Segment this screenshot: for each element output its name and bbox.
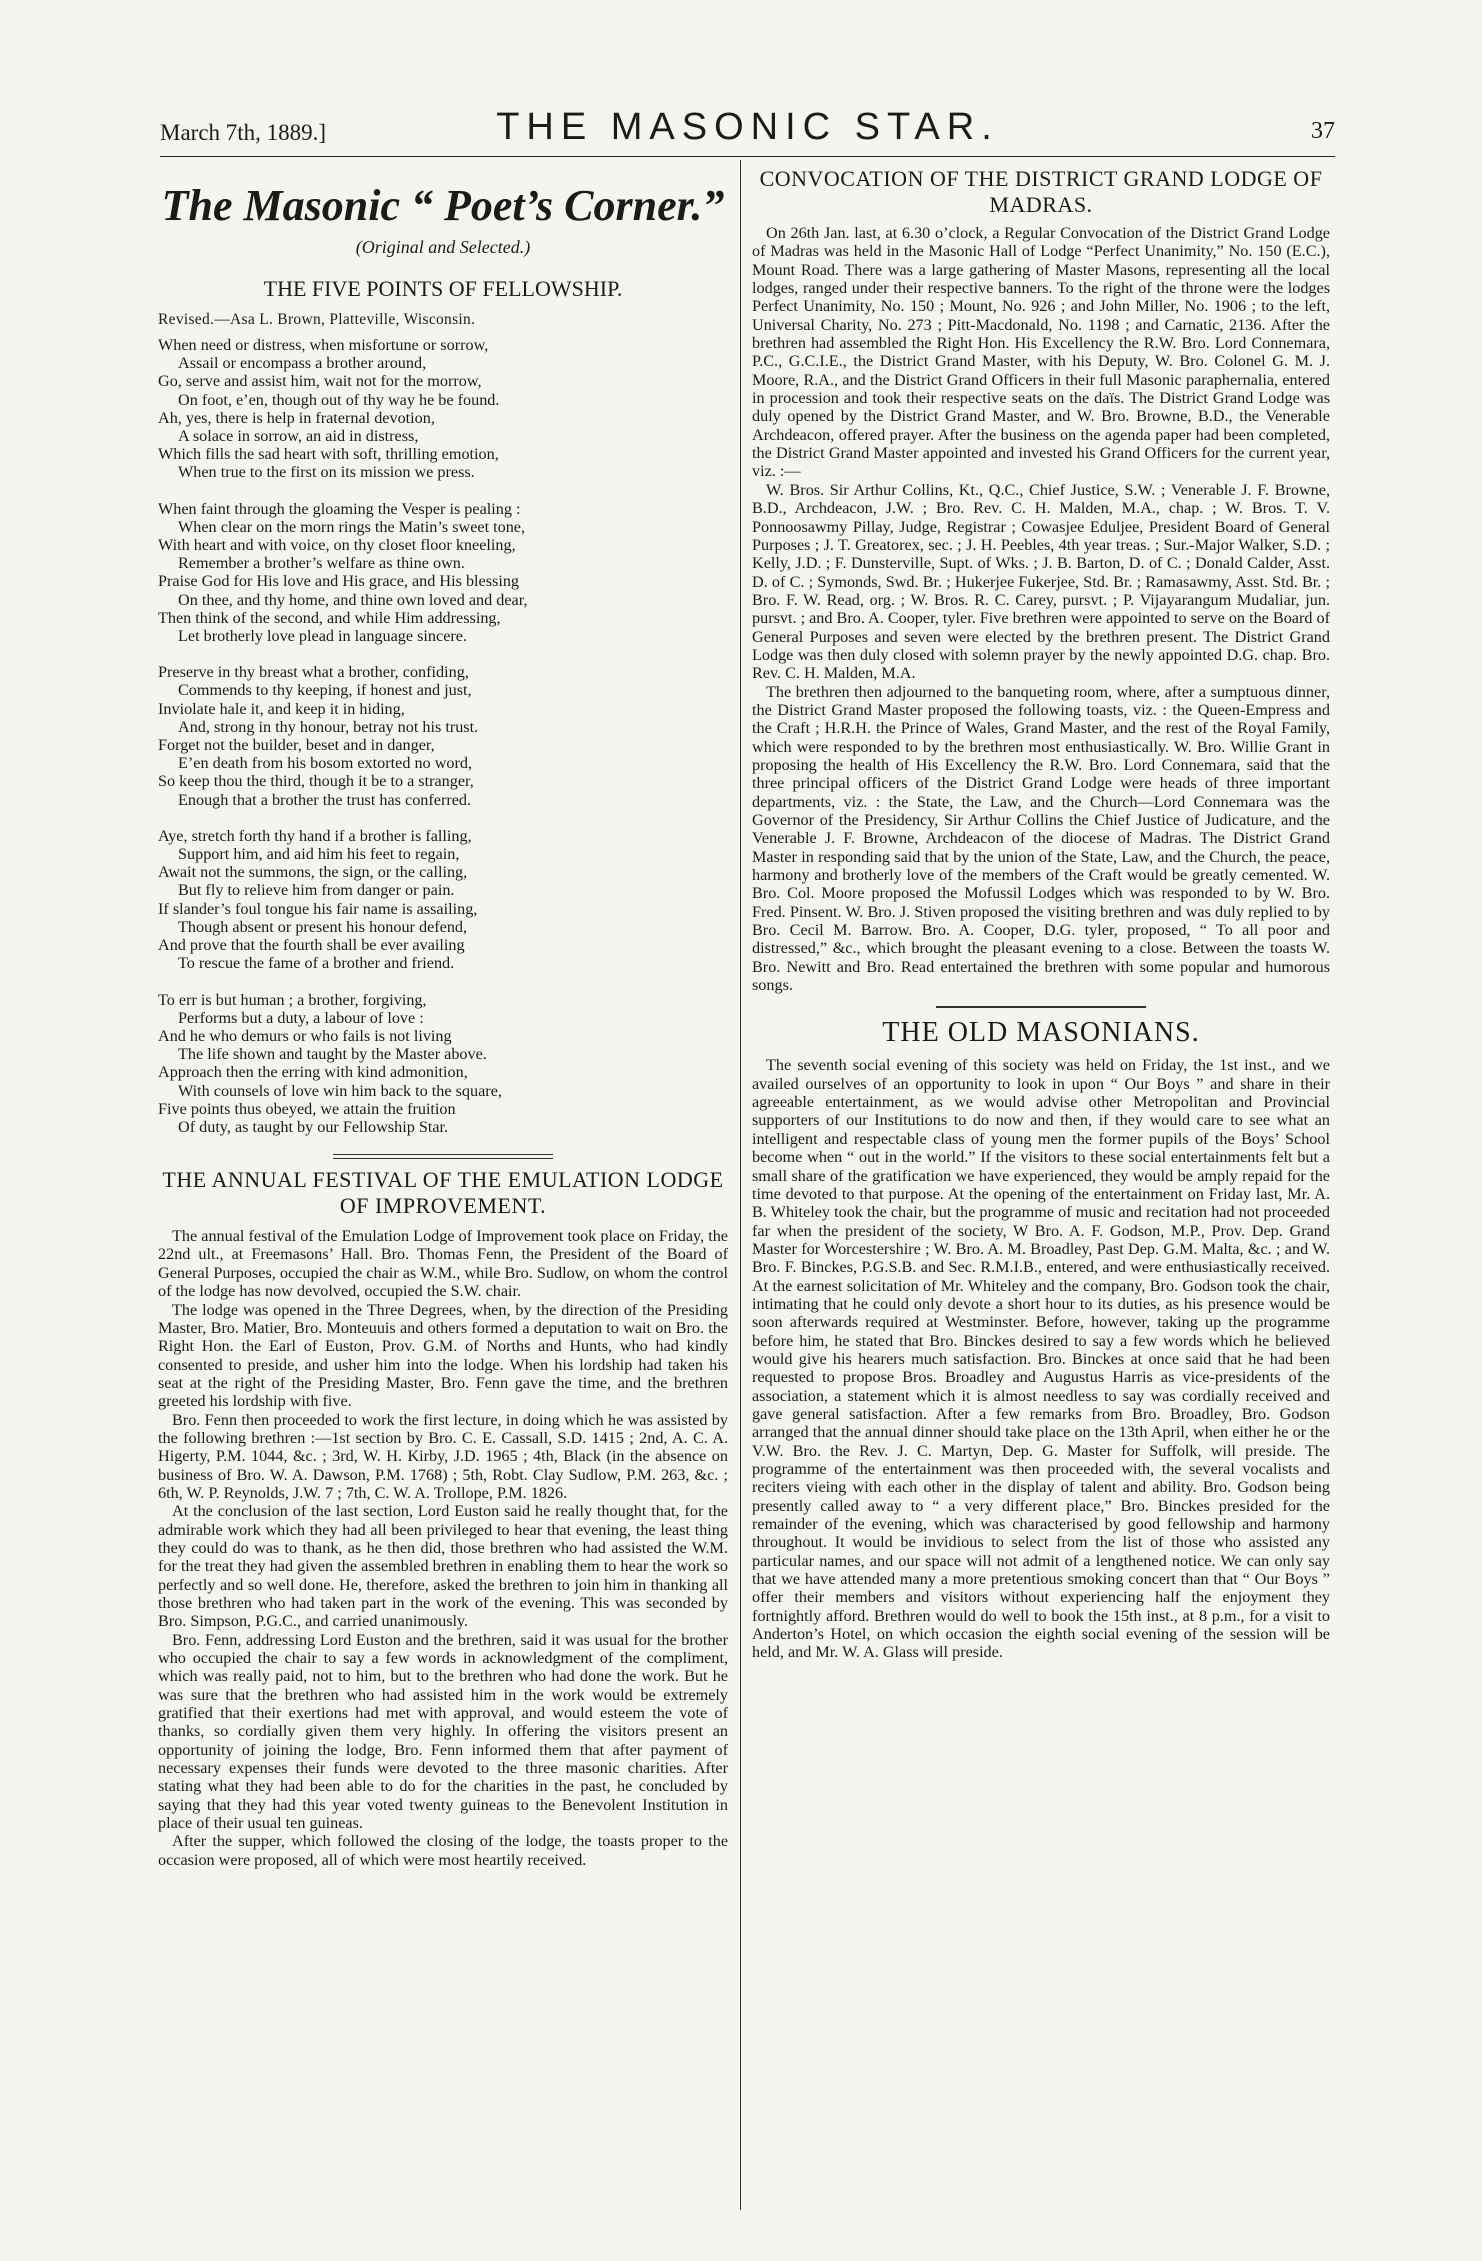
festival-heading: THE ANNUAL FESTIVAL OF THE EMULATION LODGE OF IMPROVEMENT. [162,1167,724,1219]
section-rule [333,1154,553,1159]
poem-line: To rescue the fame of a brother and friend. [178,954,455,973]
poem-line: With heart and with voice, on thy closet floor kneeling, [158,536,516,555]
poets-corner-title: The Masonic “ Poet’s Corner.” [161,181,725,230]
column-divider [740,160,741,2210]
poem-line: Five points thus obeyed, we attain the fruition [158,1099,456,1118]
paragraph: On 26th Jan. last, at 6.30 o’clock, a Regular Convocation of the District Grand Lodge of Madras was held in the Masonic Hall of Lodge “Perfect Unanimity,” No. 150 (E.C.), Mount Road. There was a large gathering of Master Masons, representing all the local lodges, ranged under their respective banners. To the right of the throne were the lodges Perfect Unanimity, No. 150 ; Mount, No. 926 ; and John Miller, No. 1906 ; to the left, Universal Charity, No. 273 ; Pitt-Macdonald, No. 1198 ; and Carnatic, 2136. After the brethren had assembled the Right Hon. His Excellency the R.W. Bro. Lord Connemara, P.C., G.C.I.E., the District Grand Master, with his Deputy, W. Bro. Colonel G. M. J. Moore, R.A., and the District Grand Officers in their full Masonic paraphernalia, entered in procession and took their respective seats on the daïs. The District Grand Lodge was duly opened by the District Grand Master, and W. Bro. Browne, B.D., the Venerable Archdeacon, offered prayer. After the business on the agenda paper had been completed, the District Grand Master appointed and invested his Grand Officers for the current year, viz. :— [752,224,1330,481]
poem-line: Which fills the sad heart with soft, thrilling emotion, [158,445,499,464]
poem-line: Enough that a brother the trust has conferred. [178,790,472,809]
poem-line: When faint through the gloaming the Vesper is pealing : [158,499,521,518]
poets-corner-subtitle: (Original and Selected.) [355,237,531,257]
poem-title: THE FIVE POINTS OF FELLOWSHIP. [263,276,623,301]
page-number: 37 [1311,118,1335,144]
right-column [752,166,1330,1662]
poem-line: But fly to relieve him from danger or pain. [178,881,455,900]
poem-line: Performs but a duty, a labour of love : [178,1008,424,1027]
paragraph: At the conclusion of the last section, Lord Euston said he really thought that, for the admirable work which they had all been privileged to hear that evening, the least thing they could do was to thank, as he then did, those brethren who had assisted the W.M. for the treat they had given the assembled brethren in enabling them to hear the work so perfectly and so well done. He, therefore, asked the brethren to join him in thanking all those brethren who had taken part in the work of the evening. This was seconded by Bro. Simpson, P.G.C., and carried unanimously. [158,1502,728,1631]
poem-line: Approach then the erring with kind admonition, [158,1063,468,1082]
poem-line: Aye, stretch forth thy hand if a brother is falling, [158,826,472,845]
poem-line: If slander’s foul tongue his fair name is assailing, [158,899,478,918]
paragraph: Bro. Fenn, addressing Lord Euston and the brethren, said it was usual for the brother who occupied the chair to say a few words in acknowledgment of the compliment, which was really paid, not to him, but to the brethren who had done the work. But he was sure that the brethren who had assisted him in the work would be extremely gratified that their exertions had met with approval, and would esteem the vote of thanks, so cordially given them very highly. In offering the visitors present an opportunity of joining the lodge, Bro. Fenn informed them that after payment of necessary expenses their funds were devoted to the three masonic charities. After stating what they had been able to do for the charities in the past, he concluded by saying that they had this year voted twenty guineas to the Benevolent Institution in place of their usual ten guineas. [158,1630,728,1833]
poem-line: With counsels of love win him back to the square, [178,1081,502,1100]
masthead-title: THE MASONIC STAR. [496,106,999,148]
header-rule [160,156,1335,157]
poem-line: When need or distress, when misfortune or sorrow, [158,336,489,354]
poem-stanza [158,336,728,482]
poem-line: Let brotherly love plead in language sincere. [178,627,468,646]
poem-stanza [158,500,728,646]
poem-line: Of duty, as taught by our Fellowship Star. [178,1117,449,1136]
poem-line: The life shown and taught by the Master above. [178,1045,487,1064]
poem-line: Await not the summons, the sign, or the calling, [158,863,468,882]
poem-credit: Revised.—Asa L. Brown, Platteville, Wisconsin. [158,311,476,328]
old-masonians-article [752,1056,1330,1661]
paragraph: The seventh social evening of this society was held on Friday, the 1st inst., and we availed ourselves of an opportunity to look in upon “ Our Boys ” and share in their agreeable entertainment, as we would advise other Metropolitan and Provincial supporters of our Institutions to do now and then, if they would care to see what an intelligent and respectable class of young men the former pupils of the Boys’ School become when “ out in the world.” If the visitors to these social entertainments felt but a small share of the gratification we have experienced, they would be amply repaid for the time devoted to that purpose. At the opening of the entertainment on Friday last, Mr. A. B. Whiteley took the chair, but the programme of music and recitation had not proceeded far when the president of the society, W Bro. A. F. Godson, M.P., Prov. Dep. Grand Master for Worcestershire ; W. Bro. A. M. Broadley, Past Dep. G.M. Malta, &c. ; and W. Bro. F. Binckes, P.G.S.B. and Sec. R.M.I.B., entered, and were enthusiastically received. At the earnest solicitation of Mr. Whiteley and the company, Bro. Godson took the chair, intimating that he could only devote a short hour to its duties, as his presence would be soon afterwards required at Westminster. Before, however, taking up the programme before him, he stated that Bro. Binckes desired to say a few words which he believed would give his hearers much satisfaction. Bro. Binckes at once said that he had been requested to propose Bros. Broadley and Augustus Harris as vice-presidents of the association, a statement which it is almost needless to say was cordially received and gave general satisfaction. After a few remarks from Bro. Broadley, Bro. Godson arranged that the annual dinner should take place on the 13th April, when either he or the V.W. Bro. the Rev. J. C. Martyn, Dep. G. Master for Suffolk, will preside. The programme of the entertainment was then proceeded with, the several vocalists and reciters vieing with each other in the display of talent and ability. Bro. Godson being presently called away to “ a very different place,” Bro. Binckes presided for the remainder of the evening, which was characterised by good fellowship and harmony throughout. It would be invidious to select from the list of those who assisted any particular names, and our space will not admit of a lengthened notice. We can only say that we have attended many a more pretentious smoking concert than that “ Our Boys ” offer their members and visitors without experiencing half the enjoyment they fortnightly afford. Brethren would do well to book the 15th inst., at 8 p.m., for a visit to Anderton’s Hotel, on which occasion the eighth social evening of the session will be held, and Mr. W. A. Glass will preside. [752,1056,1330,1662]
convocation-article [752,224,1330,994]
poem-line: Ah, yes, there is help in fraternal devotion, [158,408,435,427]
poem-line: On thee, and thy home, and thine own loved and dear, [178,590,528,609]
poem-line: And, strong in thy honour, betray not his trust. [178,717,479,736]
poem [158,336,728,1136]
poem-line: Preserve in thy breast what a brother, confiding, [158,663,469,682]
poem-line: And prove that the fourth shall be ever availing [158,936,465,955]
paragraph: The brethren then adjourned to the banqueting room, where, after a sumptuous dinner, the District Grand Master proposed the following toasts, viz. : the Queen-Empress and the Craft ; H.R.H. the Prince of Wales, Grand Master, and the rest of the Royal Family, which were responded to by the brethren most enthusiastically. W. Bro. Willie Grant in proposing the health of His Excellency the R.W. Bro. Lord Connemara, said that the three principal officers of the District Grand Lodge were heads of three important departments, viz. : the State, the Law, and the Church—Lord Connemara was the Governor of the Presidency, Sir Arthur Collins the Chief Justice of Judicature, and the Venerable J. F. Browne, Archdeacon of the diocese of Madras. The District Grand Master in responding said that by the union of the State, Law, and the Church, the peace, harmony and brotherly love of the members of the Craft would be greatly cemented. W. Bro. Col. Moore proposed the Mofussil Lodges which was responded to by W. Bro. Fred. Pinsent. W. Bro. J. Stiven proposed the visiting brethren and was duly replied to by Bro. Cecil M. Barrow. Bro. A. Cooper, D.G. tyler, proposed, “ To all poor and distressed,” &c., which brought the pleasant evening to a close. Between the toasts W. Bro. Newitt and Bro. Read entertained the brethren with some popular and humorous songs. [752,682,1330,995]
paragraph: The annual festival of the Emulation Lodge of Improvement took place on Friday, the 22nd ult., at Freemasons’ Hall. Bro. Thomas Fenn, the President of the Board of General Purposes, occupied the chair as W.M., while Bro. Sudlow, on whom the control of the lodge has now devolved, occupied the S.W. chair. [158,1227,728,1301]
poem-line: Praise God for His love and His grace, and His blessing [158,572,520,591]
poem-line: When true to the first on its mission we press. [178,463,475,482]
poem-stanza [158,663,728,809]
festival-article [158,1227,728,1869]
left-column [158,166,728,1869]
poem-line: So keep thou the third, though it be to a stranger, [158,772,474,791]
issue-date: March 7th, 1889.] [160,120,327,145]
old-masonians-heading: THE OLD MASONIANS. [882,1017,1200,1049]
poem-line: Though absent or present his honour defend, [178,917,468,936]
poem-line: Remember a brother’s welfare as thine own. [178,554,465,573]
poem-line: Support him, and aid him his feet to regain, [178,845,460,864]
poem-line: Inviolate hale it, and keep it in hiding, [158,699,405,718]
paragraph: W. Bros. Sir Arthur Collins, Kt., Q.C., Chief Justice, S.W. ; Venerable J. F. Browne, B.D., Archdeacon, J.W. ; Bro. Rev. C. H. Malden, M.A., chap. ; W. Bros. T. V. Ponnoosawmy Pillay, Judge, Registrar ; Cowasjee Eduljee, President Board of General Purposes ; J. T. Greatorex, sec. ; J. H. Peebles, 4th year treas. ; Sur.-Major Walker, S.D. ; Kelly, J.D. ; F. Dunsterville, Supt. of Wks. ; J. B. Barton, D. of C. ; Donald Calder, Asst. D. of C. ; Symonds, Swd. Br. ; Hukerjee Fukerjee, Std. Br. ; Ramasawmy, Asst. Std. Br. ; Bro. F. W. Read, org. ; W. Bros. R. C. Carey, pursvt. ; P. Vijayarangum Mudaliar, jun. pursvt. ; and Bro. A. Cooper, tyler. Five brethren were appointed to serve on the Board of General Purposes and seven were elected by the brethren present. The District Grand Lodge was then duly closed with solemn prayer by the newly appointed D.G. chap. Bro. Rev. C. H. Malden, M.A. [752,480,1330,683]
poem-stanza [158,827,728,973]
poem-stanza [158,991,728,1137]
poem-line: When clear on the morn rings the Matin’s sweet tone, [178,517,526,536]
poem-line: E’en death from his bosom extorted no word, [178,754,473,773]
convocation-heading: CONVOCATION OF THE DISTRICT GRAND LODGE OF MADRAS. [759,166,1323,217]
poem-line: Then think of the second, and while Him addressing, [158,608,501,627]
section-rule [936,1006,1146,1008]
poem-line: To err is but human ; a brother, forgiving, [158,990,427,1009]
poem-line: Commends to thy keeping, if honest and just, [178,681,472,700]
paragraph: The lodge was opened in the Three Degrees, when, by the direction of the Presiding Master, Bro. Matier, Bro. Monteuuis and others formed a deputation to wait on Bro. the Right Hon. the Earl of Euston, Prov. G.M. of Norths and Hunts, who had kindly consented to preside, and usher him into the lodge. When his lordship had taken his seat at the right of the Presiding Master, Bro. Fenn gave the time, and the brethren greeted his lordship with five. [158,1300,728,1411]
paragraph: After the supper, which followed the closing of the lodge, the toasts proper to the occasion were proposed, all of which were most heartily received. [158,1832,728,1869]
poem-line: Go, serve and assist him, wait not for the morrow, [158,372,482,391]
poem-line: And he who demurs or who fails is not living [158,1026,452,1045]
poem-line: Forget not the builder, beset and in danger, [158,736,435,755]
page-header [160,106,1335,154]
poem-line: On foot, e’en, though out of thy way he be found. [178,390,500,409]
poem-line: A solace in sorrow, an aid in distress, [178,427,419,446]
poem-line: Assail or encompass a brother around, [178,354,427,373]
paragraph: Bro. Fenn then proceeded to work the first lecture, in doing which he was assisted by the following brethren :—1st section by Bro. C. E. Cassall, S.D. 1415 ; 2nd, A. C. A. Higerty, P.M. 1044, &c. ; 3rd, W. H. Kirby, J.D. 1965 ; 4th, Black (in the absence on business of Bro. W. A. Dawson, P.M. 1768) ; 5th, Robt. Clay Sudlow, P.M. 263, &c. ; 6th, W. P. Reynolds, J.W. 7 ; 7th, C. W. A. Trollope, P.M. 1826. [158,1410,728,1502]
